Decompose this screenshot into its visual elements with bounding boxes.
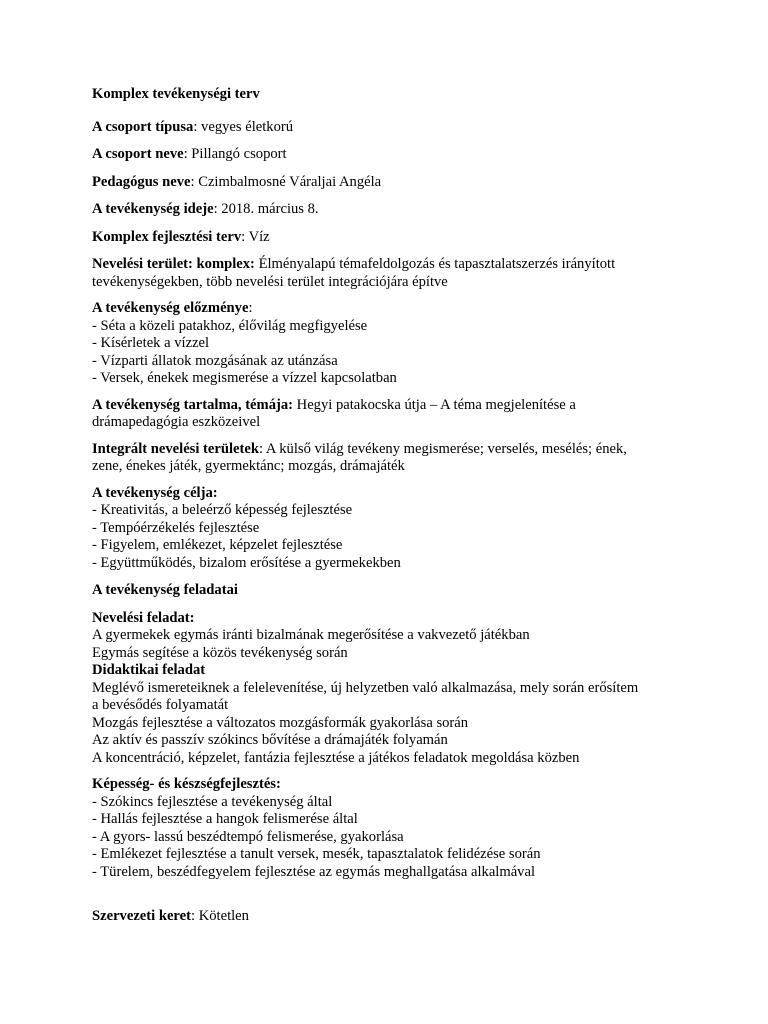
list-item: Egymás segítése a közös tevékenység során (92, 644, 348, 661)
list-item: - A gyors- lassú beszédtempó felismerése, gyakorlása (92, 828, 404, 845)
list-item: - Figyelem, emlékezet, képzelet fejlesztése (92, 537, 343, 553)
pedagogus-neve: Pedagógus neve: Czimbalmosné Váraljai Angéla (92, 173, 382, 190)
list-item: - Hallás fejlesztése a hangok felismerése által (92, 811, 358, 827)
kepesseg-fejlesztes: Képesség- és készségfejlesztés: - Szókincs fejlesztése a tevékenység által - Hallás fejlesztése a hangok felismerése által - A gyors- lassú beszédtempó felismerése, gyakorlása - Emlékezet fejlesztése a tanult versek, mesék, tapasztalatok felidézése során - Türelem, beszédfegyelem fejlesztése az egymás meghallgatása alkalmával (92, 776, 692, 881)
list-item: A koncentráció, képzelet, fantázia fejlesztése a játékos feladatok megoldása közben (92, 749, 580, 766)
list-item: A gyermekek egymás iránti bizalmának megerősítése a vakvezető játékban (92, 627, 530, 643)
szervezeti-keret: Szervezeti keret: Kötetlen (92, 908, 249, 924)
tevekenyseg-tartalma: A tevékenység tartalma, témája: Hegyi patakocska útja – A téma megjelenítése a drámapedagógia eszközeivel (92, 396, 576, 430)
list-item: - Kísérletek a vízzel (92, 335, 210, 351)
tevekenyseg-celja: A tevékenység célja: - Kreativitás, a beleérző képesség fejlesztése - Tempóérzékelés fejlesztése - Figyelem, emlékezet, képzelet fejlesztése - Együttműködés, bizalom erősítése a gyermekekben (92, 485, 692, 573)
document-title: Komplex tevékenységi terv (92, 86, 260, 102)
document-body (92, 86, 692, 926)
list-item: - Tempóérzékelés fejlesztése (92, 519, 260, 536)
integralt-teruletek: Integrált nevelési területek: A külső világ tevékeny megismerése; verselés, mesélés; ének, zene, énekes játék, gyermektánc; mozgás, drámajáték (92, 440, 627, 474)
list-item: - Kreativitás, a beleérző képesség fejlesztése (92, 502, 353, 518)
list-item: - Versek, énekek megismerése a vízzel kapcsolatban (92, 370, 397, 386)
tevekenyseg-ideje: A tevékenység ideje: 2018. március 8. (92, 201, 319, 217)
fejlesztesi-terv: Komplex fejlesztési terv: Víz (92, 228, 270, 245)
list-item: Meglévő ismereteiknek a felelevenítése, új helyzetben való alkalmazása, mely során erősítem (92, 679, 639, 696)
list-item: - Szókincs fejlesztése a tevékenység által (92, 793, 333, 810)
tevekenyseg-elozmenye: A tevékenység előzménye: - Séta a közeli patakhoz, élővilág megfigyelése - Kísérletek a vízzel - Vízparti állatok mozgásának az utánzása - Versek, énekek megismerése a vízzel kapcsolatban (92, 300, 692, 388)
list-item: - Türelem, beszédfegyelem fejlesztése az egymás meghallgatása alkalmával (92, 863, 536, 880)
list-item: - Vízparti állatok mozgásának az utánzása (92, 352, 338, 369)
list-item: a bevésődés folyamatát (92, 697, 229, 713)
csoport-tipusa: A csoport típusa: vegyes életkorú (92, 118, 294, 135)
list-item: Mozgás fejlesztése a változatos mozgásformák gyakorlása során (92, 714, 469, 731)
csoport-neve: A csoport neve: Pillangó csoport (92, 146, 287, 162)
list-item: - Együttműködés, bizalom erősítése a gyermekekben (92, 554, 401, 571)
nevelesi-terulet: Nevelési terület: komplex: Élményalapú témafeldolgozás és tapasztalatszerzés irányított tevékenységekben, több nevelési terület integrációjára építve (92, 256, 616, 290)
didaktikai-feladat: Didaktikai feladat Meglévő ismereteiknek a felelevenítése, új helyzetben való alkalmazása, mely során erősítem a bevésődés folyamatát Mozgás fejlesztése a változatos mozgásformák gyakorlása során Az aktív és passzív szókincs bővítése a drámajáték folyamán A koncentráció, képzelet, fantázia fejlesztése a játékos feladatok megoldása közben (92, 662, 692, 767)
nevelesi-feladat: Nevelési feladat: A gyermekek egymás iránti bizalmának megerősítése a vakvezető játékban Egymás segítése a közös tevékenység során (92, 610, 692, 663)
list-item: Az aktív és passzív szókincs bővítése a drámajáték folyamán (92, 732, 448, 748)
list-item: - Emlékezet fejlesztése a tanult versek, mesék, tapasztalatok felidézése során (92, 846, 541, 862)
feladatai-heading: A tevékenység feladatai (92, 582, 238, 598)
list-item: - Séta a közeli patakhoz, élővilág megfigyelése (92, 317, 368, 334)
